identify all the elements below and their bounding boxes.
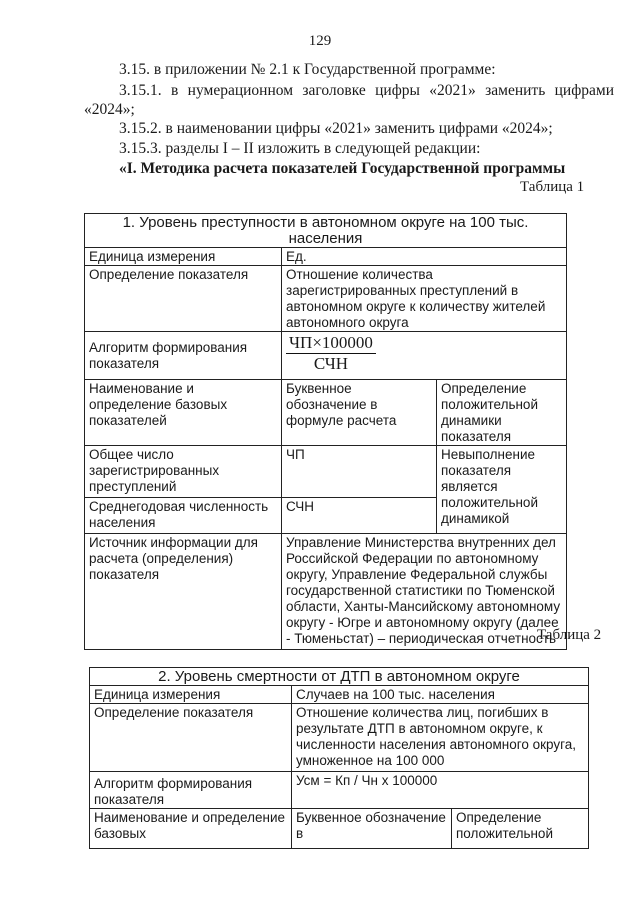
formula-denominator: СЧН xyxy=(313,354,349,373)
table1-unit-value: Ед. xyxy=(282,248,567,266)
table1-src-value: Управление Министерства внутренних дел Российской Федерации по автономному округу, Управление Федеральной службы государственной статистики по Тюменской области, Ханты-Мансийскому автономному округу - Югре и автономному округу (далее - Тюменьстат) – периодическая отчетность xyxy=(282,534,567,650)
paragraph-3-15-3: 3.15.3. разделы I – II изложить в следующей редакции: xyxy=(119,140,481,157)
page-number: 129 xyxy=(308,33,332,49)
table2-formula: Усм = Кп / Чн х 100000 xyxy=(292,772,589,809)
table2-base-label: Наименование и определение базовых xyxy=(90,809,292,849)
table1-row1-symbol: ЧП xyxy=(282,446,437,498)
table2-def-value: Отношение количества лиц, погибших в результате ДТП в автономном округе, к численности населения автономного округа, умноженное на 100 000 xyxy=(292,704,589,772)
table2-dyn-header: Определение положительной xyxy=(452,809,589,849)
table2-unit-label: Единица измерения xyxy=(90,686,292,704)
table1-title: 1. Уровень преступности в автономном округе на 100 тыс. населения xyxy=(85,214,567,248)
paragraph-3-15-2: 3.15.2. в наименовании цифры «2021» заменить цифрами «2024»; xyxy=(119,120,553,137)
paragraph-3-15-1: 3.15.1. в нумерационном заголовке цифры «2021» заменить цифрами xyxy=(119,82,614,99)
table2-symbol-header: Буквенное обозначение в xyxy=(292,809,452,849)
table1-caption: Таблица 1 xyxy=(520,179,585,195)
table2-caption: Таблица 2 xyxy=(537,627,602,643)
table1-alg-label: Алгоритм формирования показателя xyxy=(85,332,282,380)
table1-row2-symbol: СЧН xyxy=(282,498,437,534)
table2-alg-label: Алгоритм формирования показателя xyxy=(90,772,292,809)
table1-def-value: Отношение количества зарегистрированных преступлений в автономном округе к количеству жителей автономного округа xyxy=(282,266,567,332)
section-heading: «I. Методика расчета показателей Государственной программы xyxy=(119,160,566,177)
table2-title: 2. Уровень смертности от ДТП в автономном округе xyxy=(90,668,589,686)
table1-formula xyxy=(286,333,376,374)
table1-symbol-header: Буквенное обозначение в формуле расчета xyxy=(282,380,437,446)
table1-src-label: Источник информации для расчета (определения) показателя xyxy=(85,534,282,650)
paragraph-3-15-1-cont: «2024»; xyxy=(84,101,135,118)
table1-row2-label: Среднегодовая численность населения xyxy=(85,498,282,534)
table2 xyxy=(89,667,589,849)
table1 xyxy=(84,213,567,650)
table2-unit-value: Случаев на 100 тыс. населения xyxy=(292,686,589,704)
table1-def-label: Определение показателя xyxy=(85,266,282,332)
table1-base-label: Наименование и определение базовых показателей xyxy=(85,380,282,446)
table2-def-label: Определение показателя xyxy=(90,704,292,772)
formula-numerator: ЧП×100000 xyxy=(286,333,376,354)
table1-formula-cell xyxy=(282,332,567,380)
table1-dyn-value: Невыполнение показателя является положительной динамикой xyxy=(437,446,567,534)
table1-row1-label: Общее число зарегистрированных преступлений xyxy=(85,446,282,498)
table1-dyn-header: Определение положительной динамики показателя xyxy=(437,380,567,446)
paragraph-3-15: 3.15. в приложении № 2.1 к Государственной программе: xyxy=(119,61,496,78)
table1-unit-label: Единица измерения xyxy=(85,248,282,266)
